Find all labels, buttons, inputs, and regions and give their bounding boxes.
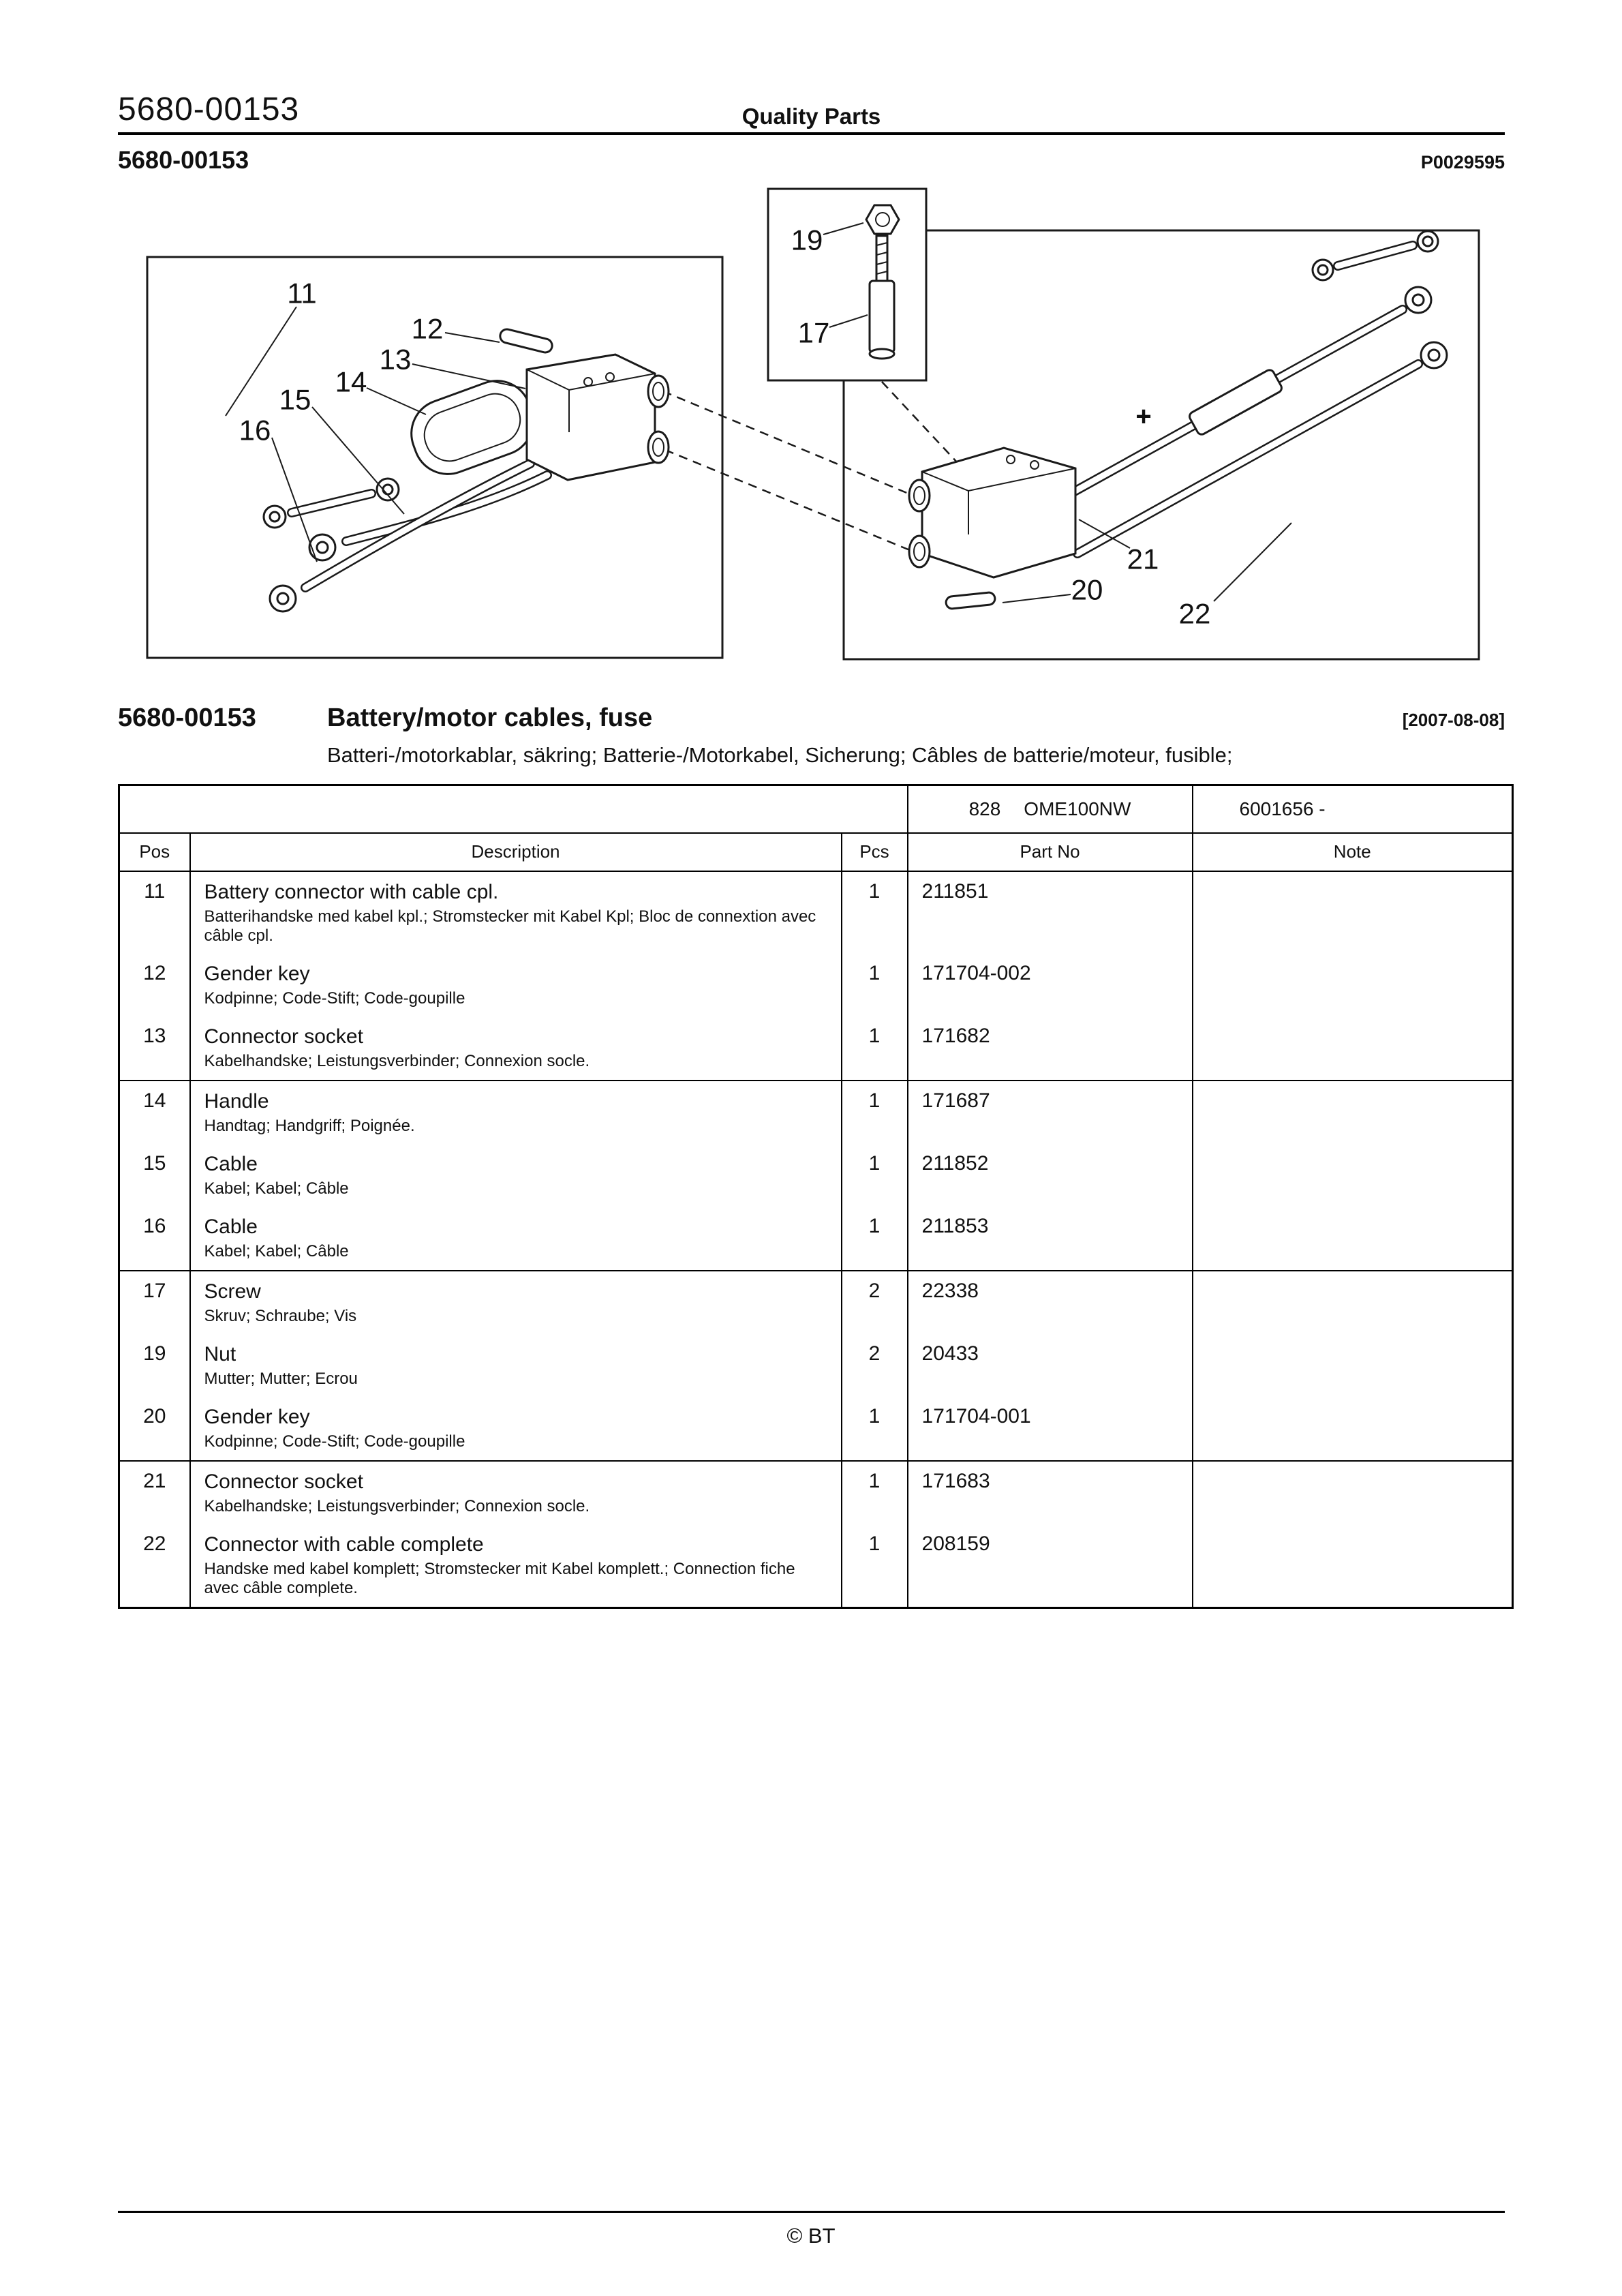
model-row-spacer — [119, 785, 908, 833]
table-row — [119, 1397, 1513, 1460]
row-desc: Gender key — [204, 1406, 310, 1429]
row-desc: Screw — [204, 1280, 261, 1303]
image-reference: P0029595 — [1420, 152, 1505, 172]
row-desc: Nut — [204, 1343, 236, 1365]
model-cell — [908, 785, 1193, 833]
table-header-row — [119, 833, 1513, 871]
callout-12: 12 — [411, 312, 444, 345]
row-pos: 16 — [143, 1215, 166, 1238]
col-header-pcs: Pcs — [842, 833, 908, 871]
diagram-svg — [118, 185, 1512, 671]
row-pos: 17 — [119, 1271, 190, 1334]
row-part: 208159 — [908, 1524, 1193, 1607]
section-number: 5680-00153 — [118, 704, 256, 732]
row-sub: Mutter; Mutter; Ecrou — [204, 1370, 358, 1388]
callout-21: 21 — [1127, 543, 1159, 575]
fastener-detail-frame — [768, 189, 926, 380]
row-part: 20433 — [908, 1334, 1193, 1397]
row-sub: Kabelhandske; Leistungsverbinder; Connexion socle. — [204, 1496, 590, 1515]
row-sub: Kodpinne; Code-Stift; Code-goupille — [204, 989, 465, 1008]
row-sub: Kabelhandske; Leistungsverbinder; Connexion socle. — [204, 1052, 590, 1071]
row-note — [1193, 1207, 1513, 1270]
row-pcs: 1 — [842, 1397, 908, 1460]
row-pcs: 2 — [842, 1271, 908, 1334]
row-sub: Kabel; Kabel; Câble — [204, 1242, 349, 1261]
model-name: OME100NW — [1024, 798, 1131, 819]
table-row — [119, 1461, 1513, 1524]
serial-range: 6001656 - — [1193, 785, 1513, 833]
row-desc: Connector with cable complete — [204, 1532, 484, 1556]
col-header-note: Note — [1193, 833, 1513, 871]
row-part: 171704-001 — [908, 1397, 1193, 1460]
row-part: 171687 — [908, 1081, 1193, 1144]
table-row — [119, 954, 1513, 1016]
row-note — [1193, 1081, 1513, 1144]
section-title-row — [118, 704, 1505, 733]
col-header-part-no: Part No — [908, 833, 1193, 871]
model-row — [119, 785, 1513, 833]
row-desc: Handle — [204, 1089, 269, 1113]
doc-number-heading: 5680-00153 — [118, 91, 300, 127]
table-row — [119, 1271, 1513, 1334]
callout-11: 11 — [287, 277, 317, 309]
doc-number-subheading: 5680-00153 — [118, 146, 249, 174]
row-pcs: 1 — [842, 954, 908, 1016]
section-title-translations: Batteri-/motorkablar, säkring; Batterie-/Motorkabel, Sicherung; Câbles de batterie/moteur, fusible; — [327, 743, 1233, 767]
callout-17: 17 — [797, 316, 830, 349]
parts-table — [118, 784, 1514, 1609]
row-sub: Handske med kabel komplett; Stromstecker mit Kabel komplett.; Connection fiche avec câble complete. — [204, 1559, 795, 1598]
callout-14: 14 — [335, 365, 367, 398]
row-note — [1193, 1334, 1513, 1397]
row-pcs: 1 — [842, 1144, 908, 1207]
nut-part — [866, 205, 899, 234]
row-pos: 22 — [143, 1532, 166, 1555]
row-sub: Kodpinne; Code-Stift; Code-goupille — [204, 1432, 465, 1451]
copyright: © BT — [786, 2224, 836, 2248]
row-note — [1193, 1524, 1513, 1607]
right-connector-body — [909, 448, 1075, 577]
row-pos: 11 — [144, 879, 166, 903]
row-desc: Connector socket — [204, 1470, 363, 1493]
row-pos: 14 — [119, 1081, 190, 1144]
row-pos: 12 — [143, 962, 166, 985]
sub-header — [118, 146, 1505, 175]
row-note — [1193, 1397, 1513, 1460]
callout-15: 15 — [279, 383, 311, 416]
callout-13: 13 — [379, 343, 412, 376]
row-pcs: 2 — [842, 1334, 908, 1397]
row-pos: 13 — [143, 1025, 166, 1048]
callout-19: 19 — [791, 224, 823, 256]
model-code: 828 — [968, 798, 1001, 819]
parts-table-body — [119, 871, 1513, 1608]
row-note — [1193, 1016, 1513, 1080]
row-note — [1193, 954, 1513, 1016]
section-title: Battery/motor cables, fuse — [327, 704, 653, 732]
row-pcs: 1 — [842, 1524, 908, 1607]
quality-parts-label: Quality Parts — [741, 104, 881, 129]
col-header-description: Description — [190, 833, 842, 871]
row-pos: 21 — [119, 1461, 190, 1524]
row-pcs: 1 — [842, 1081, 908, 1144]
row-sub: Kabel; Kabel; Câble — [204, 1179, 349, 1198]
left-connector-body — [527, 354, 669, 480]
row-pcs: 1 — [842, 871, 908, 954]
table-row — [119, 871, 1513, 954]
table-row — [119, 1016, 1513, 1080]
row-note — [1193, 1144, 1513, 1207]
polarity-plus-mark: + — [1135, 402, 1152, 432]
table-row — [119, 1524, 1513, 1607]
row-pos: 15 — [143, 1152, 166, 1175]
table-row — [119, 1081, 1513, 1144]
row-pos: 19 — [143, 1342, 166, 1365]
callout-20: 20 — [1071, 573, 1103, 606]
row-desc: Connector socket — [204, 1025, 363, 1048]
page-header — [118, 76, 1505, 132]
row-note — [1193, 871, 1513, 954]
row-part: 171682 — [908, 1016, 1193, 1080]
row-note — [1193, 1271, 1513, 1334]
row-desc: Cable — [204, 1215, 258, 1239]
row-sub: Handtag; Handgriff; Poignée. — [204, 1116, 415, 1135]
row-pcs: 1 — [842, 1207, 908, 1270]
row-desc: Cable — [204, 1153, 258, 1176]
row-part: 22338 — [908, 1271, 1193, 1334]
row-pos: 20 — [143, 1405, 166, 1428]
row-desc: Gender key — [204, 963, 310, 986]
row-part: 211853 — [908, 1207, 1193, 1270]
row-part: 211851 — [908, 871, 1193, 954]
footer-rule — [118, 2211, 1505, 2213]
row-pcs: 1 — [842, 1016, 908, 1080]
table-row — [119, 1144, 1513, 1207]
row-part: 171704-002 — [908, 954, 1193, 1016]
callout-22: 22 — [1178, 597, 1211, 630]
callout-16: 16 — [239, 414, 271, 447]
row-pcs: 1 — [842, 1461, 908, 1524]
row-part: 171683 — [908, 1461, 1193, 1524]
row-sub: Skruv; Schraube; Vis — [204, 1306, 357, 1325]
row-desc: Battery connector with cable cpl. — [204, 880, 499, 903]
col-header-pos: Pos — [119, 833, 190, 871]
exploded-view-diagram — [118, 185, 1512, 671]
row-part: 211852 — [908, 1144, 1193, 1207]
table-row — [119, 1334, 1513, 1397]
revision-date: [2007-08-08] — [1402, 710, 1505, 730]
table-row — [119, 1207, 1513, 1270]
header-rule — [118, 132, 1505, 135]
row-note — [1193, 1461, 1513, 1524]
row-sub: Batterihandske med kabel kpl.; Stromstecker mit Kabel Kpl; Bloc de connextion avec câble cpl. — [204, 907, 816, 945]
